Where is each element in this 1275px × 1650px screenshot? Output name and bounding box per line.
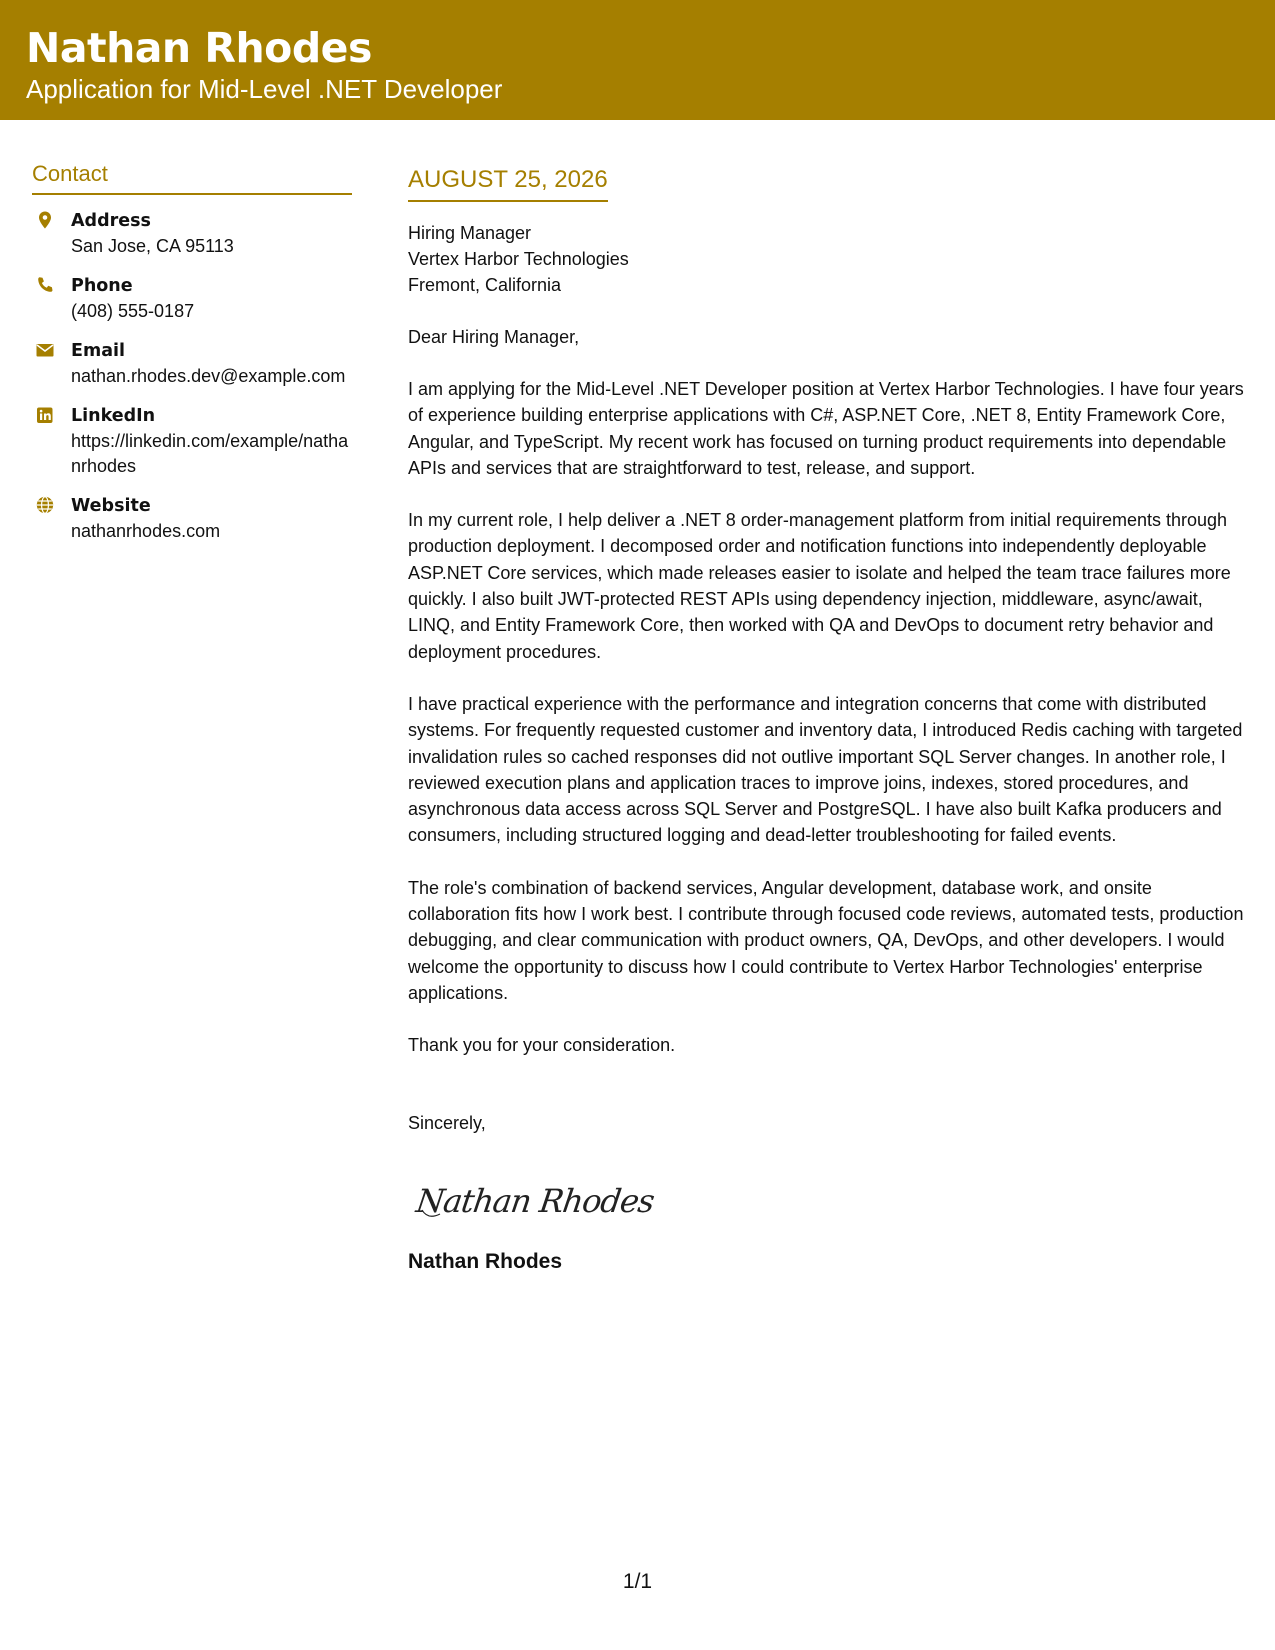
letter-paragraph: In my current role, I help deliver a .NET 8 order-management platform from initial requirements through production deployment. I decomposed order and notification functions into independently deployable ASP.NET Core services, which made releases easier to isolate and helped the team trace failures more quickly. I also built JWT-protected REST APIs using dependency injection, middleware, async/await, LINQ, and Entity Framework Core, then worked with QA and DevOps to document retry behavior and deployment procedures. bbox=[408, 510, 1231, 662]
contact-label: Website bbox=[71, 496, 151, 516]
page-number: 1/1 bbox=[622, 1570, 653, 1593]
letter-date: AUGUST 25, 2026 bbox=[408, 164, 608, 202]
signer-name: Nathan Rhodes bbox=[408, 1250, 563, 1274]
letter-paragraph: The role's combination of backend services, Angular development, database work, and onsite collaboration fits how I work best. I contribute through focused code reviews, automated tests, production debugging, and clear communication with product owners, QA, DevOps, and other developers. I would welcome the opportunity to discuss how I could contribute to Vertex Harbor Technologies' enterprise applications. bbox=[408, 877, 1244, 1003]
contact-label: Phone bbox=[71, 276, 133, 296]
website-value[interactable]: nathanrhodes.com bbox=[71, 521, 221, 541]
envelope-icon bbox=[35, 340, 55, 360]
contact-sidebar bbox=[32, 160, 352, 559]
recipient-line: Fremont, California bbox=[408, 275, 562, 295]
contact-label: Address bbox=[71, 211, 151, 231]
header-banner bbox=[0, 0, 1275, 120]
contact-label: LinkedIn bbox=[71, 406, 156, 426]
letter-paragraph: I am applying for the Mid-Level .NET Developer position at Vertex Harbor Technologies. I have four years of experience building enterprise applications with C#, ASP.NET Core, .NET 8, Entity Framework Core, Angular, and TypeScript. My recent work has focused on turning product requirements into dependable APIs and services that are straightforward to test, release, and support. bbox=[408, 379, 1244, 478]
recipient-line: Hiring Manager bbox=[408, 223, 532, 243]
globe-icon bbox=[35, 495, 55, 515]
letter-body bbox=[408, 164, 1253, 1276]
phone-icon bbox=[35, 275, 55, 295]
closing-line: Sincerely, bbox=[408, 1113, 486, 1134]
contact-item-address bbox=[32, 209, 352, 259]
contact-item-phone bbox=[32, 274, 352, 324]
thanks-line: Thank you for your consideration. bbox=[408, 1035, 676, 1056]
recipient-block bbox=[408, 220, 1253, 298]
contact-item-website bbox=[32, 494, 352, 544]
phone-value[interactable]: (408) 555-0187 bbox=[71, 301, 195, 321]
contact-item-email bbox=[32, 339, 352, 389]
address-value: San Jose, CA 95113 bbox=[71, 236, 234, 256]
salutation: Dear Hiring Manager, bbox=[408, 327, 580, 347]
application-subtitle: Application for Mid-Level .NET Developer bbox=[26, 74, 503, 104]
recipient-line: Vertex Harbor Technologies bbox=[408, 249, 629, 269]
contact-item-linkedin bbox=[32, 404, 352, 479]
applicant-name: Nathan Rhodes bbox=[26, 24, 372, 72]
email-value[interactable]: nathan.rhodes.dev@example.com bbox=[71, 366, 346, 386]
linkedin-value[interactable]: https://linkedin.com/example/nathanrhodes bbox=[71, 431, 349, 476]
contact-list bbox=[32, 209, 352, 544]
letter-paragraph: I have practical experience with the performance and integration concerns that come with distributed systems. For frequently requested customer and inventory data, I introduced Redis caching with targeted invalidation rules so cached responses did not outlive important SQL Server changes. In another role, I reviewed execution plans and application traces to improve joins, indexes, stored procedures, and asynchronous data access across SQL Server and PostgreSQL. I have also built Kafka producers and consumers, including structured logging and dead-letter troubleshooting for failed events. bbox=[408, 693, 1243, 846]
handwritten-signature bbox=[408, 1162, 668, 1232]
contact-section-title: Contact bbox=[32, 160, 352, 195]
contact-label: Email bbox=[71, 341, 125, 361]
svg-text:Nathan Rhodes: Nathan Rhodes bbox=[413, 1182, 657, 1221]
map-pin-icon bbox=[35, 210, 55, 230]
linkedin-icon bbox=[35, 405, 55, 425]
